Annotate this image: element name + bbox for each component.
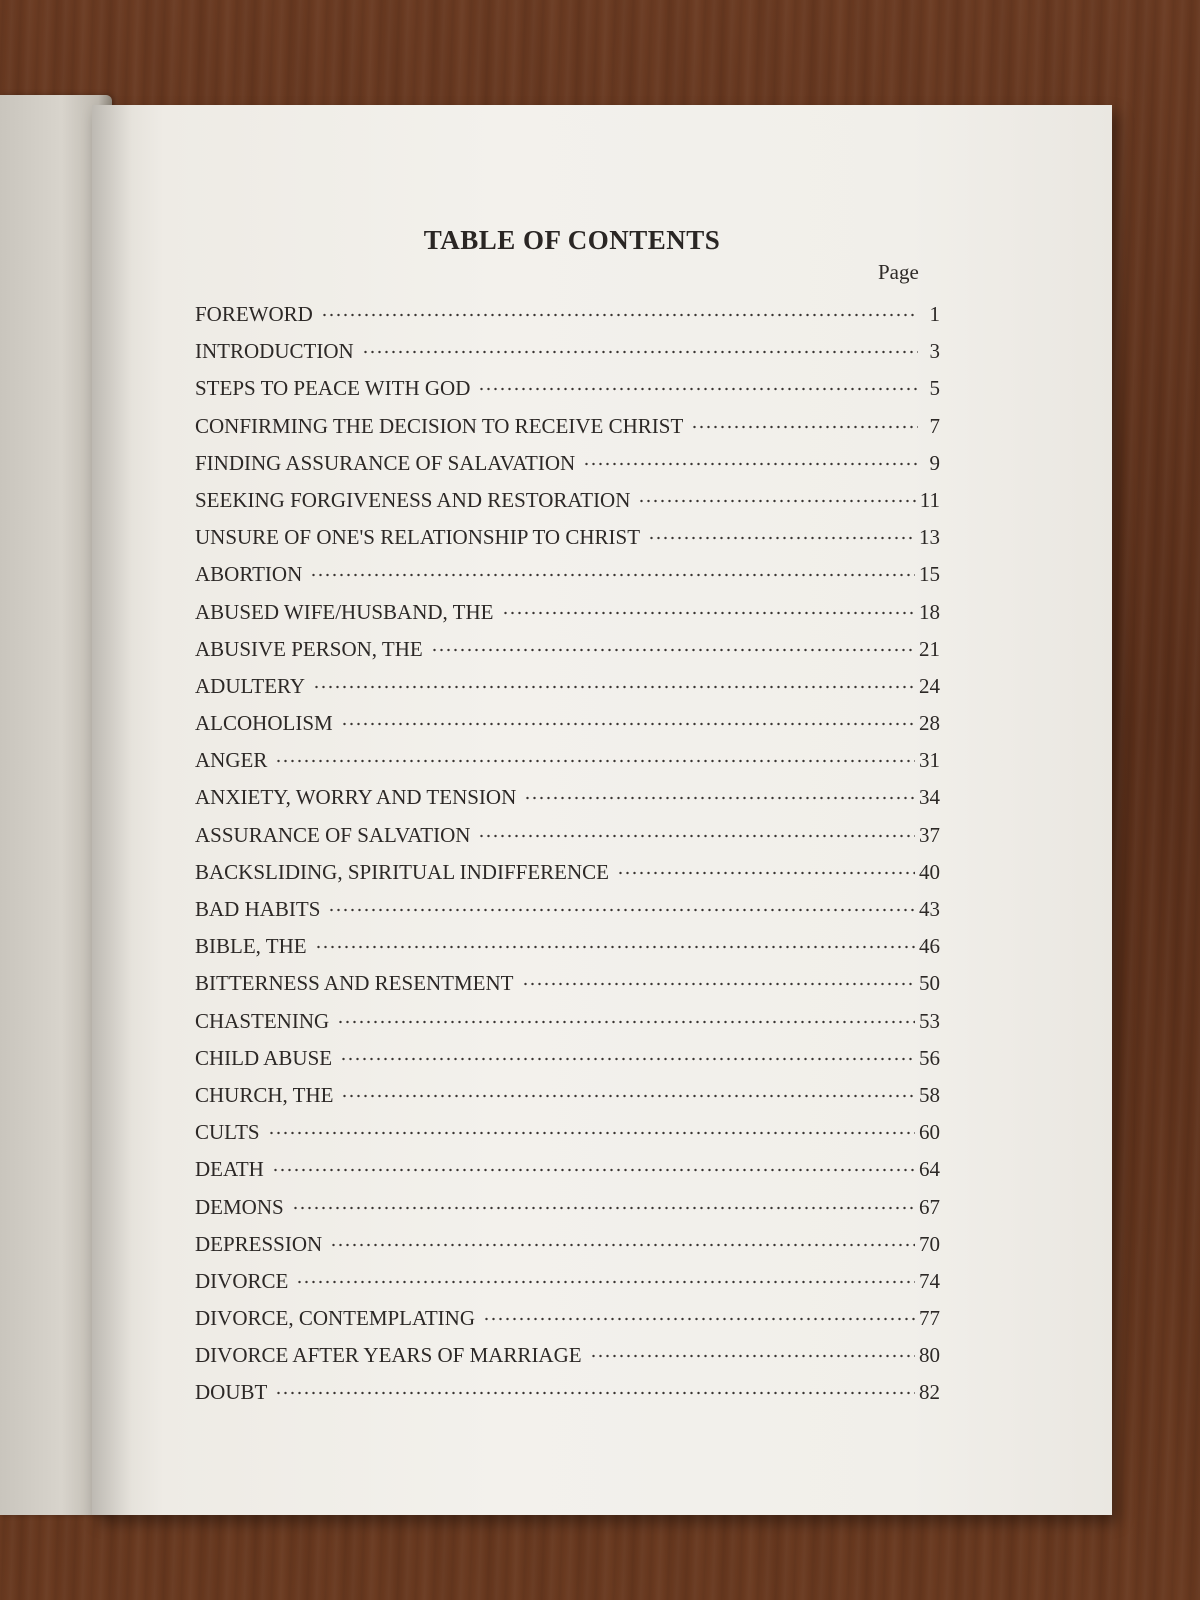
toc-entry [195, 1009, 940, 1046]
toc-entry-title: ABORTION [195, 562, 303, 587]
toc-entry-title: DEPRESSION [195, 1231, 323, 1256]
toc-entry [195, 711, 940, 748]
dot-leader [328, 908, 915, 912]
toc-entry-title: DEATH [195, 1157, 264, 1182]
dot-leader [478, 834, 915, 838]
dot-leader [691, 425, 918, 429]
toc-entry-page-number: 67 [919, 1194, 940, 1219]
dot-leader [638, 499, 915, 503]
toc-entry-title: BACKSLIDING, SPIRITUAL INDIFFERENCE [195, 859, 609, 884]
toc-entry-page-number: 64 [919, 1157, 940, 1182]
toc-entry-title: ANXIETY, WORRY AND TENSION [195, 785, 517, 810]
toc-entry [195, 748, 940, 785]
toc-entry [195, 1120, 940, 1157]
dot-leader [340, 1057, 915, 1061]
toc-entry [195, 339, 940, 376]
toc-entry-page-number: 34 [919, 785, 940, 810]
toc-entry-title: BAD HABITS [195, 897, 321, 921]
toc-entry [195, 1269, 940, 1306]
toc-entry-title: SEEKING FORGIVENESS AND RESTORATION [195, 487, 631, 512]
dot-leader [362, 350, 918, 354]
toc-entry-page-number: 60 [919, 1120, 940, 1145]
dot-leader [648, 536, 915, 540]
toc-entry [195, 1083, 940, 1120]
toc-entry-title: DIVORCE, CONTEMPLATING [195, 1306, 475, 1331]
toc-entry-page-number: 82 [919, 1380, 940, 1405]
toc-entry [195, 1157, 940, 1194]
toc-entry-page-number: 18 [919, 599, 940, 624]
toc-entry [195, 1343, 940, 1380]
dot-leader [341, 1094, 915, 1098]
toc-entry [195, 823, 940, 860]
dot-leader [502, 611, 916, 615]
toc-entry-page-number: 24 [919, 673, 940, 698]
toc-entry-title: BITTERNESS AND RESENTMENT [195, 971, 514, 996]
toc-entry-page-number: 58 [919, 1082, 940, 1107]
toc-entry-title: DIVORCE [195, 1268, 289, 1293]
toc-entry-page-number: 9 [929, 450, 940, 475]
toc-entry-title: ASSURANCE OF SALVATION [195, 822, 471, 847]
toc-entry [195, 934, 940, 971]
toc-entry [195, 860, 940, 897]
toc-entry-title: DOUBT [195, 1380, 268, 1405]
dot-leader [310, 573, 915, 577]
toc-list [195, 302, 940, 1418]
toc-entry-title: UNSURE OF ONE'S RELATIONSHIP TO CHRIST [195, 525, 641, 550]
toc-entry-page-number: 43 [919, 897, 940, 921]
dot-leader [341, 722, 915, 726]
toc-entry-title: ABUSIVE PERSON, THE [195, 636, 423, 661]
toc-entry-title: CHURCH, THE [195, 1082, 334, 1107]
toc-entry-page-number: 37 [919, 822, 940, 847]
toc-entry [195, 1195, 940, 1232]
toc-entry-title: FINDING ASSURANCE OF SALAVATION [195, 450, 576, 475]
gutter-shadow [92, 105, 132, 1515]
toc-entry [195, 414, 940, 451]
dot-leader [478, 387, 918, 391]
page-title: TABLE OF CONTENTS [423, 225, 721, 255]
toc-entry-page-number: 31 [919, 748, 940, 773]
dot-leader [483, 1317, 915, 1321]
toc-entry-page-number: 80 [919, 1343, 940, 1368]
toc-entry-page-number: 11 [919, 487, 940, 512]
toc-entry-page-number: 28 [919, 711, 940, 736]
toc-entry-title: STEPS TO PEACE WITH GOD [195, 376, 471, 401]
toc-entry-page-number: 40 [919, 859, 940, 884]
toc-entry-title: DEMONS [195, 1194, 284, 1219]
toc-entry-title: ALCOHOLISM [195, 711, 333, 736]
toc-entry-page-number: 1 [929, 302, 940, 326]
toc-entry-page-number: 74 [919, 1268, 940, 1293]
dot-leader [268, 1131, 915, 1135]
toc-entry [195, 451, 940, 488]
toc-entry-page-number: 50 [919, 971, 940, 996]
dot-leader [617, 871, 915, 875]
toc-entry [195, 1232, 940, 1269]
toc-entry-page-number: 77 [919, 1306, 940, 1331]
dot-leader [321, 313, 918, 317]
toc-entry [195, 302, 940, 339]
dot-leader [315, 945, 915, 949]
toc-entry-title: FOREWORD [195, 302, 313, 326]
toc-entry-page-number: 15 [919, 562, 940, 587]
toc-entry-title: DIVORCE AFTER YEARS OF MARRIAGE [195, 1343, 582, 1368]
book-page [92, 105, 1112, 1515]
dot-leader [590, 1354, 915, 1358]
toc-entry [195, 637, 940, 674]
toc-entry-page-number: 70 [919, 1231, 940, 1256]
toc-entry [195, 1306, 940, 1343]
toc-entry-title: CHASTENING [195, 1008, 330, 1033]
dot-leader [296, 1280, 915, 1284]
toc-entry-title: CHILD ABUSE [195, 1045, 333, 1070]
toc-entry [195, 785, 940, 822]
toc-entry-page-number: 56 [919, 1045, 940, 1070]
toc-entry-title: ABUSED WIFE/HUSBAND, THE [195, 599, 494, 624]
dot-leader [524, 796, 915, 800]
dot-leader [275, 1391, 915, 1395]
toc-entry-title: CONFIRMING THE DECISION TO RECEIVE CHRIST [195, 413, 684, 438]
page-column-label: Page [878, 260, 919, 284]
toc-entry-title: BIBLE, THE [195, 934, 307, 959]
dot-leader [583, 462, 918, 466]
toc-entry-title: CULTS [195, 1120, 260, 1145]
toc-entry-page-number: 3 [929, 339, 940, 364]
toc-entry-page-number: 46 [919, 934, 940, 959]
toc-entry [195, 897, 940, 934]
toc-entry [195, 971, 940, 1008]
toc-entry-title: INTRODUCTION [195, 339, 354, 364]
toc-entry [195, 600, 940, 637]
toc-entry-page-number: 13 [919, 525, 940, 550]
dot-leader [330, 1243, 915, 1247]
dot-leader [522, 982, 915, 986]
toc-entry [195, 525, 940, 562]
dot-leader [292, 1206, 915, 1210]
dot-leader [337, 1020, 915, 1024]
toc-entry-page-number: 21 [919, 636, 940, 661]
toc-entry [195, 376, 940, 413]
dot-leader [275, 759, 915, 763]
toc-entry-page-number: 5 [929, 376, 940, 401]
toc-entry [195, 1046, 940, 1083]
dot-leader [272, 1168, 915, 1172]
toc-entry-title: ADULTERY [195, 673, 306, 698]
dot-leader [431, 648, 915, 652]
toc-entry-page-number: 7 [929, 413, 940, 438]
toc-entry-page-number: 53 [919, 1008, 940, 1033]
toc-entry [195, 1380, 940, 1417]
dot-leader [313, 685, 915, 689]
toc-entry [195, 674, 940, 711]
toc-entry-title: ANGER [195, 748, 268, 773]
toc-entry [195, 488, 940, 525]
toc-entry [195, 562, 940, 599]
